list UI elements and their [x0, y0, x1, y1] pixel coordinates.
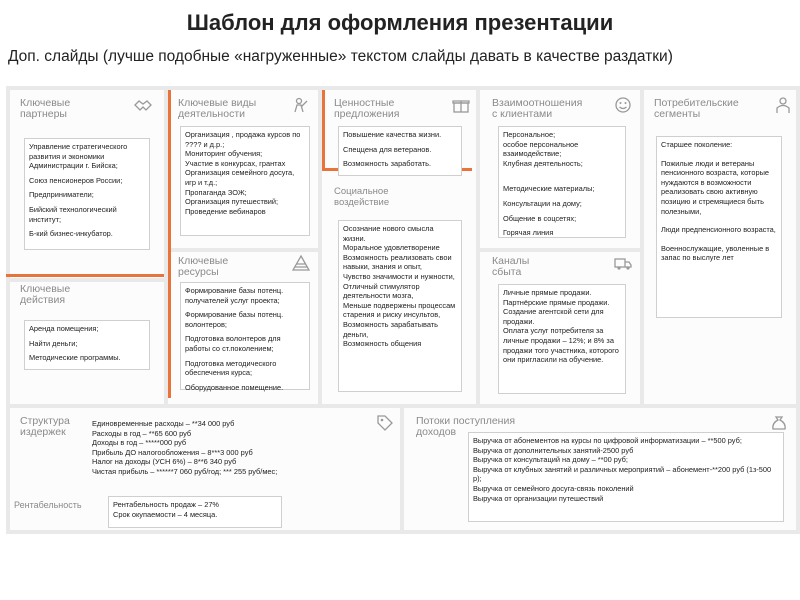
text-line: Чувство значимости и нужности,	[343, 271, 455, 281]
text-line: Возможность зарабатывать деньги,	[343, 319, 439, 339]
text-line: доходов	[416, 426, 457, 438]
text-line: Мониторинг обучения;	[185, 149, 263, 159]
text-line: ресурсы	[178, 266, 219, 278]
costs-header	[20, 416, 70, 438]
text-line: Проведение вебинаров	[185, 206, 266, 216]
text-line: Пропаганда ЗОЖ;	[185, 187, 247, 197]
text-line: Структура	[20, 415, 70, 427]
page-subtitle: Доп. слайды (лучше подобные «нагруженные» текстом слайды давать в качестве раздатки)	[8, 48, 673, 65]
accent-bar	[6, 274, 164, 277]
text-line: Предприниматели;	[29, 190, 94, 200]
text-line: Меньше подвержены процессам старения и риску инсультов,	[343, 300, 456, 320]
text-line: Спеццена для ветеранов.	[343, 144, 432, 154]
value-header	[334, 98, 399, 120]
money-bag-icon	[770, 414, 788, 432]
page-title: Шаблон для оформления презентации	[186, 10, 614, 35]
key-activities-header	[178, 98, 256, 120]
text-line: Возможность реализовать свои навыки, знания и опыт,	[343, 252, 452, 272]
revenue-box	[468, 432, 784, 522]
segments-box	[656, 136, 782, 318]
text-line: Оборудованное помещение.	[185, 382, 284, 392]
text-line: Ключевые	[178, 255, 229, 267]
text-line: Личные прямые продажи. Партнёрские прямые продажи.	[503, 288, 610, 307]
accent-bar	[168, 90, 171, 398]
text-line: Потребительские	[654, 97, 739, 109]
worker-icon	[292, 96, 310, 114]
text-line: издержек	[20, 426, 66, 438]
text-line: Создание агентской сети для продажи.	[503, 307, 604, 326]
business-model-canvas	[6, 86, 800, 534]
text-line: Формирование базы потенц. получателей услуг проекта;	[185, 286, 284, 305]
resources-header	[178, 256, 228, 278]
text-line: Выручка от семейного досуга-связь поколений	[473, 483, 634, 493]
profitability-header: Рентабельность	[14, 500, 82, 510]
social-impact-header	[334, 186, 389, 208]
text-line: Социальное	[334, 186, 389, 197]
text-line: Возможность заработать.	[343, 159, 432, 169]
pyramid-icon	[292, 254, 310, 272]
text-line: Б-кий бизнес-инкубатор.	[29, 229, 113, 239]
text-line: Выручка от абонементов на курсы по цифровой информатизации – **500 руб;	[473, 436, 742, 445]
text-line: воздействие	[334, 197, 390, 208]
partners-header	[20, 98, 70, 120]
text-line: особое персональное взаимодействие;	[503, 139, 579, 159]
text-line: Моральное удовлетворение	[343, 243, 440, 253]
text-line: Организация , продажа курсов по ???? и д.р.;	[185, 130, 301, 149]
text-line: Прибыль ДО налогообложения – 8***3 000 руб	[92, 447, 253, 457]
text-line: действия	[20, 294, 66, 306]
text-line: Формирование базы потенц. волонтеров;	[185, 310, 284, 329]
text-line: Подготовка волонтеров для работы со ст.поколением;	[185, 334, 281, 353]
text-line: Общение в соцсетях;	[503, 213, 577, 223]
text-line: Выручка от клубных занятий и различных мероприятий – абонемент-**200 руб (1з-500 р);	[473, 464, 772, 484]
text-line: Отличный стимулятор деятельности мозга,	[343, 281, 420, 301]
text-line: Персональное;	[503, 130, 556, 139]
text-line: Каналы	[492, 255, 530, 267]
text-line: Методические материалы;	[503, 184, 595, 194]
text-line: партнеры	[20, 108, 67, 120]
text-line: Повышение качества жизни.	[343, 130, 442, 139]
person-icon	[774, 96, 792, 114]
text-line: Подготовка методического обеспечения курса;	[185, 358, 277, 378]
text-line: Участие в конкурсах, грантах	[185, 158, 286, 168]
text-line: Аренда помещения;	[29, 324, 99, 333]
text-line: Клубная деятельность;	[503, 158, 583, 168]
profitability-box	[108, 496, 282, 528]
text-line: Осознание нового смысла жизни.	[343, 224, 434, 243]
text-line: Старшее поколение:	[661, 140, 733, 149]
text-line: Союз пенсионеров России;	[29, 175, 123, 185]
segments-header	[654, 98, 739, 120]
truck-icon	[614, 254, 632, 272]
relationships-box	[498, 126, 626, 238]
text-line: Взаимоотношения	[492, 97, 583, 109]
handshake-icon	[134, 96, 152, 114]
text-line: предложения	[334, 108, 400, 120]
text-line: Организация путешествий;	[185, 197, 279, 207]
text-line: Выручка от дополнительных занятий-2500 руб	[473, 445, 634, 455]
text-line: сегменты	[654, 108, 701, 120]
key-activities-box	[180, 126, 310, 236]
social-impact-box	[338, 220, 462, 392]
text-line: Единовременные расходы – **34 000 руб	[92, 419, 235, 428]
text-line: Ценностные	[334, 97, 395, 109]
text-line: Найти деньги;	[29, 338, 78, 348]
text-line: Рентабельность продаж – 27%	[113, 500, 219, 509]
resources-box	[180, 282, 310, 390]
text-line: Срок окупаемости – 4 месяца.	[113, 509, 218, 519]
text-line: Организация семейного досуга, игр и т.д.;	[185, 168, 295, 187]
text-line: Налог на доходы (УСН 6%) – 8**6 340 руб	[92, 457, 237, 467]
tag-icon	[376, 414, 394, 432]
activities-header	[20, 284, 70, 306]
text-line: Выручка от организации путешествий	[473, 493, 604, 503]
text-line: Горячая линия	[503, 228, 554, 238]
value-box	[338, 126, 462, 176]
text-line: Чистая прибыль – ******7 060 руб/год; *** 255 руб/мес;	[92, 466, 278, 476]
costs-box	[88, 416, 342, 488]
text-line: Ключевые	[20, 97, 71, 109]
channels-box	[498, 284, 626, 394]
text-line: Расходы в год – **65 600 руб	[92, 428, 192, 438]
text-line: Оплата услуг потребителя за личные продажи – 12%; и 8% за продажи того участника, которого они пригласили на обучение.	[503, 326, 619, 365]
accent-bar	[322, 90, 325, 168]
text-line: Люди предпенсионного возраста,	[661, 225, 776, 235]
text-line: деятельности	[178, 108, 245, 120]
text-line: Военнослужащие, уволенные в запас по выслуге лет	[661, 243, 770, 263]
text-line: Бийский технологический институт;	[29, 204, 117, 224]
text-line: Методические программы.	[29, 353, 121, 363]
text-line: Ключевые	[20, 283, 71, 295]
text-line: Доходы в год – *****000 руб	[92, 438, 187, 448]
text-line: Консультации на дому;	[503, 198, 582, 208]
text-line: сбыта	[492, 266, 522, 278]
text-line: Возможность общения	[343, 339, 422, 349]
text-line: Потоки поступления	[416, 415, 516, 427]
text-line: с клиентами	[492, 108, 553, 120]
activities-box	[24, 320, 150, 370]
text-line: Пожилые люди и ветераны пенсионного возраста, которые нуждаются в возможности реализовать свою активную позицию и стремящиеся быть полезными,	[661, 158, 770, 216]
text-line: Управление стратегического развития и экономики Администрации г. Бийска;	[29, 142, 128, 171]
relationships-header	[492, 98, 582, 120]
text-line: Выручка от консультаций на дому – **00 руб;	[473, 455, 628, 465]
partners-box	[24, 138, 150, 250]
gift-icon	[452, 96, 470, 114]
text-line: Ключевые виды	[178, 97, 257, 109]
smiley-icon	[614, 96, 632, 114]
channels-header	[492, 256, 529, 278]
